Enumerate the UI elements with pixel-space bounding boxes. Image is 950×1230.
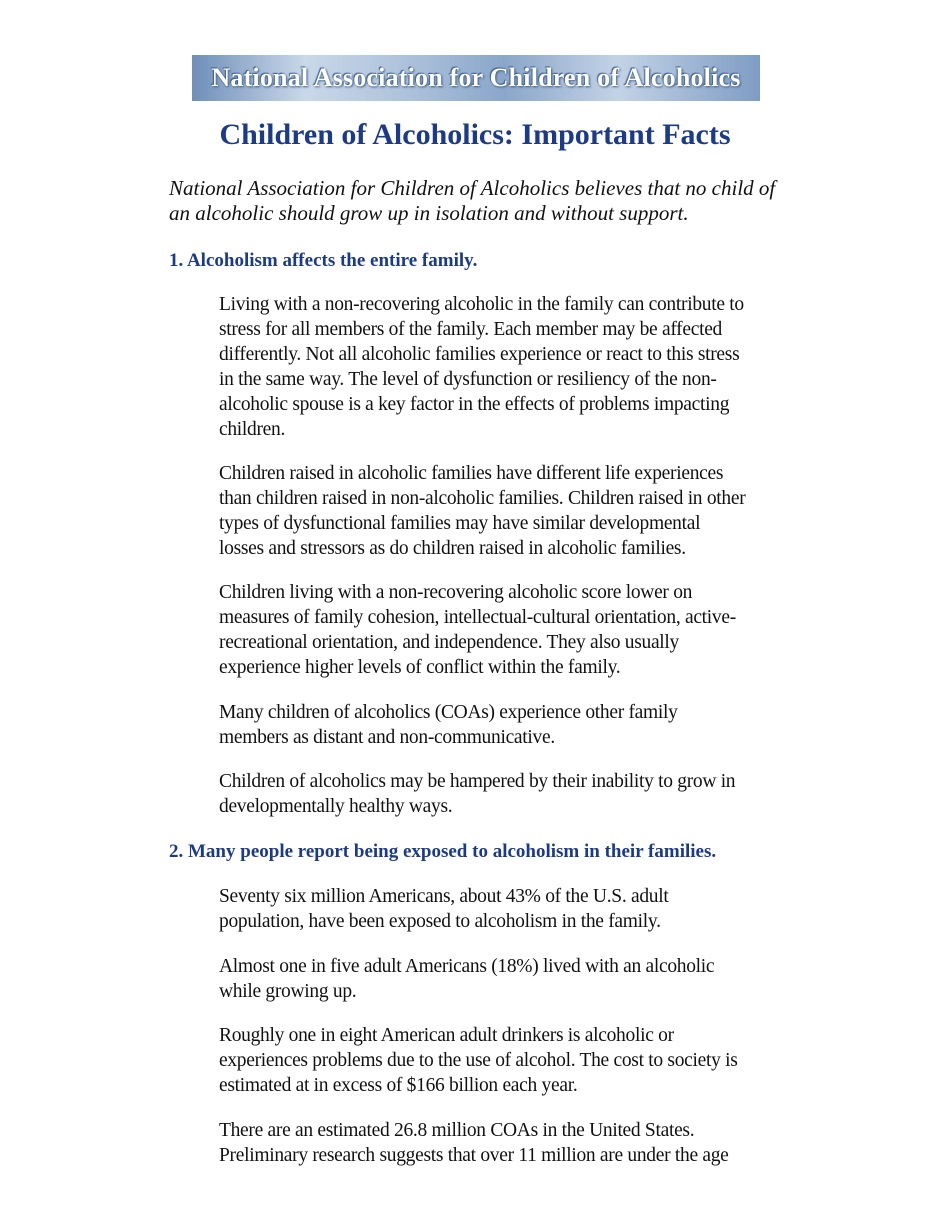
page-title: Children of Alcoholics: Important Facts bbox=[219, 118, 731, 151]
section-1-paragraph: Many children of alcoholics (COAs) experience other family members as distant and non-communicative. bbox=[219, 702, 678, 748]
section-2-paragraph: Roughly one in eight American adult drinkers is alcoholic or experiences problems due to the use of alcohol. The cost to society is estimated at in excess of $166 billion each year. bbox=[219, 1025, 738, 1096]
section-2-paragraph: Seventy six million Americans, about 43% of the U.S. adult population, have been exposed to alcoholism in the family. bbox=[219, 886, 669, 932]
section-1-heading: 1. Alcoholism affects the entire family. bbox=[169, 250, 478, 271]
section-1-paragraph: Children of alcoholics may be hampered by their inability to grow in developmentally healthy ways. bbox=[219, 771, 736, 817]
intro-statement: National Association for Children of Alcoholics believes that no child of an alcoholic should grow up in isolation and without support. bbox=[169, 176, 776, 225]
section-2-heading: 2. Many people report being exposed to alcoholism in their families. bbox=[169, 841, 717, 862]
nacoa-banner-logo bbox=[192, 55, 760, 101]
section-2-paragraph: Almost one in five adult Americans (18%) lived with an alcoholic while growing up. bbox=[219, 956, 715, 1002]
section-1-paragraph: Children raised in alcoholic families have different life experiences than children raised in non-alcoholic families. Children raised in other types of dysfunctional families may have similar developmental losses and stressors as do children raised in alcoholic families. bbox=[219, 463, 746, 559]
section-1-paragraph: Living with a non-recovering alcoholic in the family can contribute to stress for all members of the family. Each member may be affected differently. Not all alcoholic families experience or react to this stress in the same way. The level of dysfunction or resiliency of the non-alcoholic spouse is a key factor in the effects of problems impacting children. bbox=[219, 294, 744, 440]
banner-text: National Association for Children of Alcoholics bbox=[211, 63, 741, 92]
section-2-paragraph: There are an estimated 26.8 million COAs in the United States. Preliminary research suggests that over 11 million are under the age bbox=[219, 1120, 729, 1166]
section-1-paragraph: Children living with a non-recovering alcoholic score lower on measures of family cohesion, intellectual-cultural orientation, active-recreational orientation, and independence. They also usually experience higher levels of conflict within the family. bbox=[219, 582, 736, 678]
